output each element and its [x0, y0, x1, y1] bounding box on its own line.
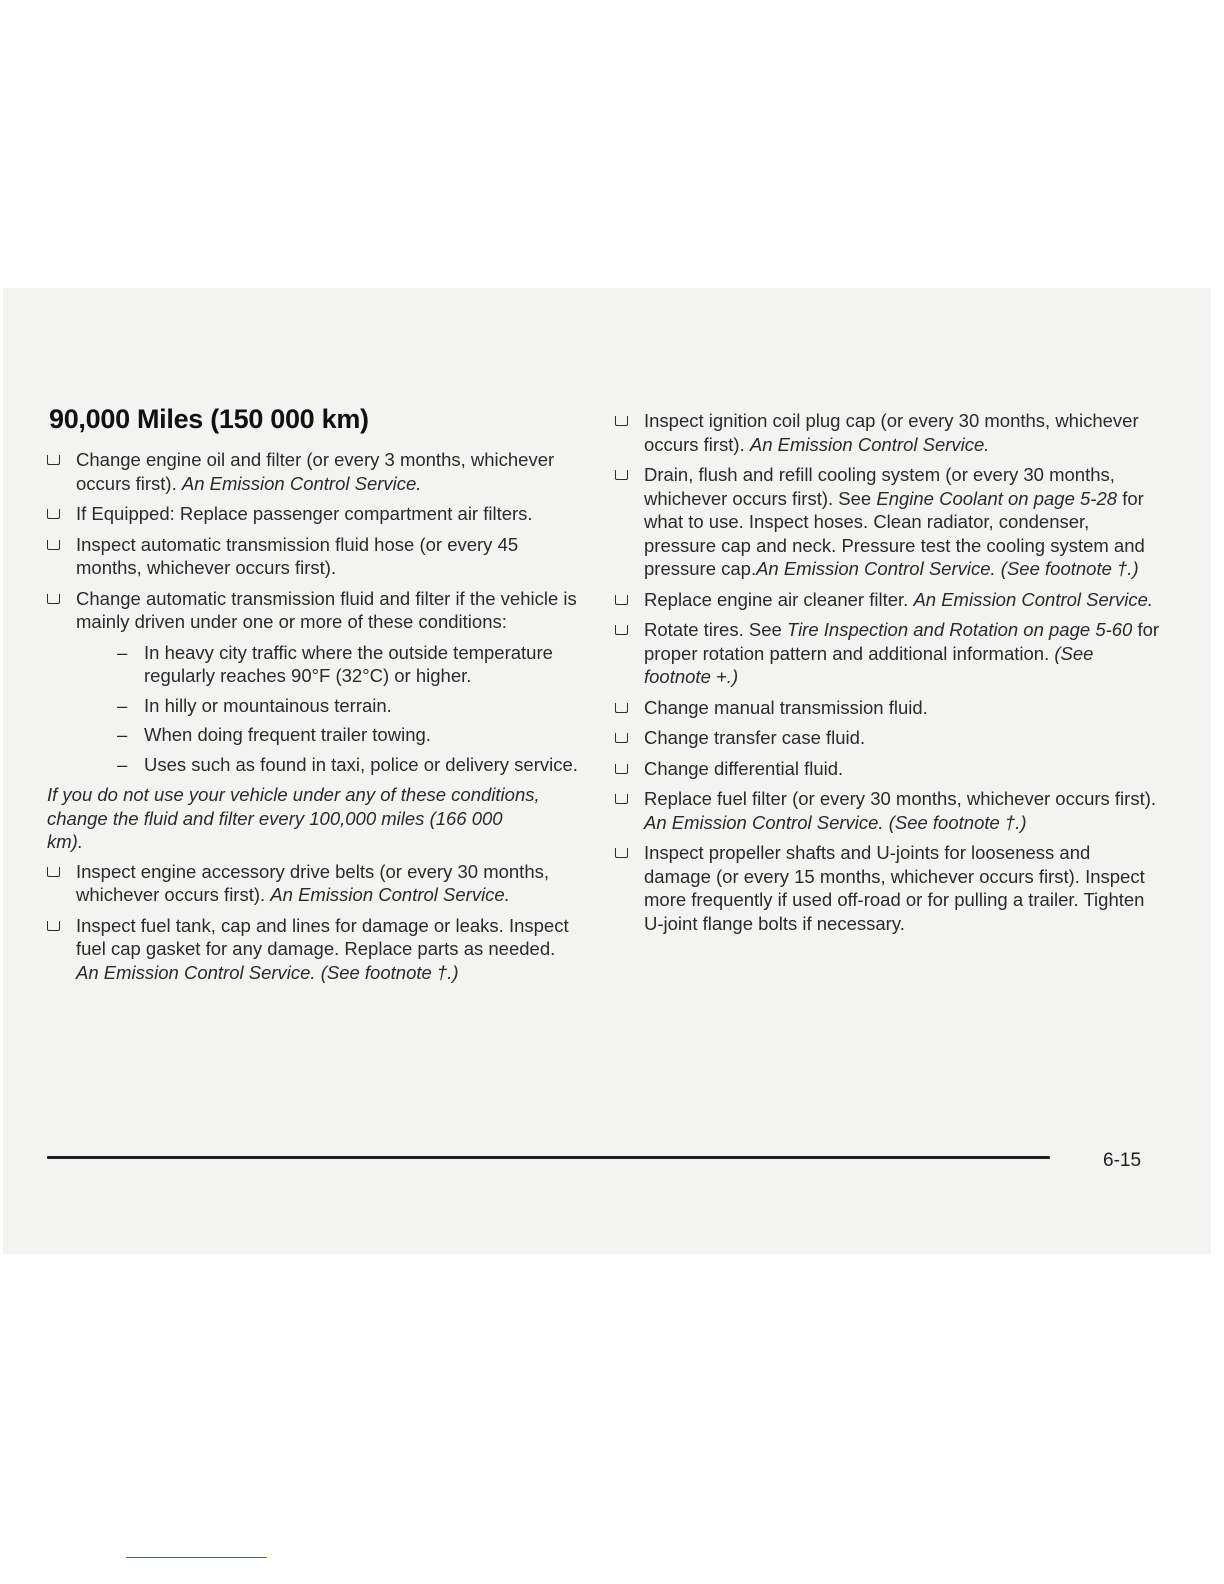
checkbox-icon — [47, 509, 60, 519]
condition-item: – In heavy city traffic where the outside temperature regularly reaches 90°F (32°C) or higher. — [117, 641, 553, 686]
checklist-item: Inspect automatic transmission fluid hose (or every 45 months, whichever occurs first). — [47, 533, 582, 580]
section-heading: 90,000 Miles (150 000 km) — [49, 404, 369, 434]
checklist-item: Rotate tires. See Tire Inspection and Rotation on page 5-60 for proper rotation pattern and additional information. (See footnote +.) — [615, 618, 1160, 689]
footer-rule — [47, 1156, 1050, 1159]
checklist-item: Change engine oil and filter (or every 3 months, whichever occurs first). An Emission Control Service. — [47, 448, 582, 495]
checkbox-icon — [615, 416, 628, 426]
checklist-item: Inspect propeller shafts and U-joints for looseness and damage (or every 15 months, whichever occurs first). Inspect more frequently if used off-road or for pulling a trailer. Tighten U-joint flange bolts if necessary. — [615, 841, 1160, 935]
dash-icon: – — [117, 753, 128, 775]
left-column — [47, 448, 582, 991]
checkbox-icon — [615, 625, 628, 635]
right-column — [615, 409, 1160, 942]
checklist-item: Inspect ignition coil plug cap (or every 30 months, whichever occurs first). An Emission Control Service. — [615, 409, 1160, 456]
checkbox-icon — [47, 867, 60, 877]
checkbox-icon — [615, 848, 628, 858]
engine-coolant-link[interactable]: Engine Coolant on page 5-28 — [876, 487, 1118, 509]
checkbox-icon — [47, 921, 60, 931]
checkbox-icon — [615, 470, 628, 480]
checkbox-icon — [615, 595, 628, 605]
checkbox-icon — [47, 594, 60, 604]
dash-icon: – — [117, 724, 128, 745]
checklist-item: Drain, flush and refill cooling system (or every 30 months, whichever occurs first). See Engine Coolant on page 5-28 for what to use. Inspect hoses. Clean radiator, condenser, pressure cap and neck. Pressure test the cooling system and pressure cap.An Emission Control Service. (See footnote †.) — [615, 463, 1160, 581]
conditions-list — [47, 641, 582, 777]
conditions-note: If you do not use your vehicle under any of these conditions, change the fluid and filter every 100,000 miles (166 000 km). — [47, 784, 540, 852]
checkbox-icon — [615, 764, 628, 774]
checklist-item: Replace fuel filter (or every 30 months, whichever occurs first). An Emission Control Service. (See footnote †.) — [615, 787, 1160, 834]
checkbox-icon — [47, 455, 60, 465]
condition-item: – When doing frequent trailer towing. — [117, 724, 431, 745]
checklist-item: Change manual transmission fluid. — [615, 696, 1160, 720]
condition-item: – In hilly or mountainous terrain. — [117, 694, 392, 716]
footer-link-underline[interactable] — [126, 1557, 267, 1558]
checkbox-icon — [615, 703, 628, 713]
checklist-item: Inspect engine accessory drive belts (or every 30 months, whichever occurs first). An Emission Control Service. — [47, 860, 582, 907]
checklist-item: If Equipped: Replace passenger compartment air filters. — [47, 502, 582, 526]
checklist-item: Change differential fluid. — [615, 757, 1160, 781]
condition-item: – Uses such as found in taxi, police or delivery service. — [117, 753, 578, 775]
dash-icon: – — [117, 694, 128, 716]
checklist-item: Change automatic transmission fluid and filter if the vehicle is mainly driven under one or more of these conditions: — [47, 587, 582, 634]
checklist-item: Inspect fuel tank, cap and lines for damage or leaks. Inspect fuel cap gasket for any damage. Replace parts as needed. An Emission Control Service. (See footnote †.) — [47, 914, 582, 985]
dash-icon: – — [117, 641, 128, 663]
page-number: 6-15 — [1103, 1150, 1142, 1171]
tire-rotation-link[interactable]: Tire Inspection and Rotation on page 5-60 — [786, 619, 1133, 640]
checkbox-icon — [615, 794, 628, 804]
checklist-item: Replace engine air cleaner filter. An Emission Control Service. — [615, 588, 1160, 612]
checkbox-icon — [615, 733, 628, 743]
checklist-item: Change transfer case fluid. — [615, 726, 1160, 750]
checkbox-icon — [47, 540, 60, 550]
